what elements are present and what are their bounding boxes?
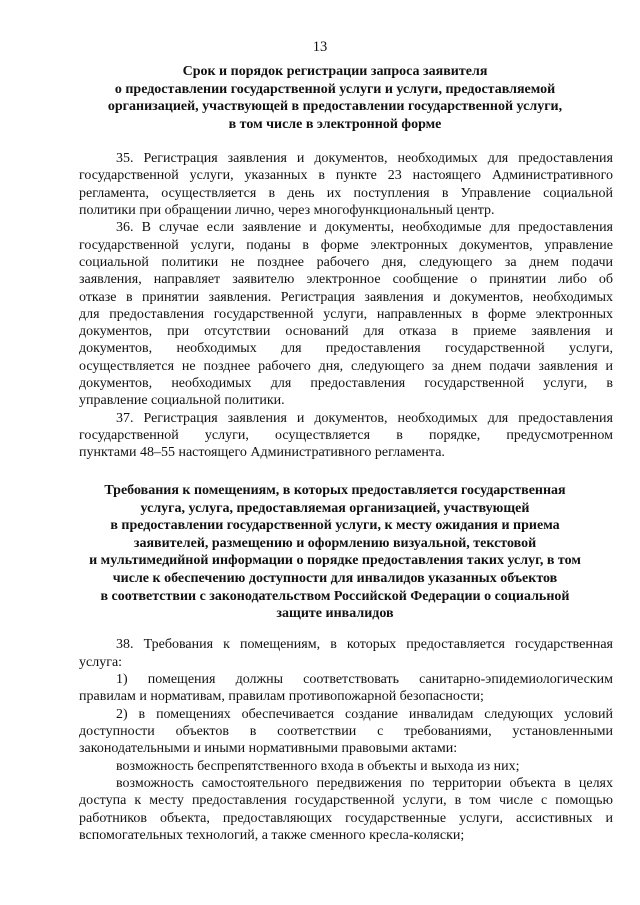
heading-line: защите инвалидов — [276, 606, 394, 622]
heading-line: Требования к помещениям, в которых предоставляется государственная — [104, 483, 566, 498]
paragraph-38-item-2-line: доступности объектов в соответствии с требованиями, установленными — [79, 724, 613, 739]
heading-line: о предоставлении государственной услуги и услуги, предоставляемой — [114, 81, 556, 97]
paragraph-38-subitem-line: вспомогательных технологий, а также сменного кресла-коляски; — [79, 828, 465, 843]
heading-line: организацией, участвующей в предоставлении государственной услуги, — [107, 99, 563, 115]
paragraph-38-subitem-line: возможность беспрепятственного входа в объекты и выхода из них; — [116, 759, 520, 774]
paragraph-37-line: пунктами 48–55 настоящего Административного регламента. — [79, 445, 445, 460]
paragraph-36-line: социальной политики не позднее рабочего дня, следующего за днем подачи — [79, 255, 613, 270]
paragraph-38-subitem-line: доступа к месту предоставления государственной услуги, в том числе с помощью — [79, 793, 613, 808]
paragraph-36-line: управление социальной политики. — [79, 393, 285, 408]
heading-line: заявителей, размещению и оформлению визуальной, текстовой — [133, 535, 537, 551]
paragraph-37-line: государственной услуги, осуществляется в порядке, предусмотренном — [79, 428, 613, 443]
paragraph-38-item-2-line: законодательными и иными нормативными правовыми актами: — [79, 741, 458, 756]
paragraph-36-line: документов, необходимых для предоставления государственной услуги, — [79, 341, 613, 356]
paragraph-37-line: 37. Регистрация заявления и документов, необходимых для предоставления — [116, 411, 613, 426]
section-heading-registration — [70, 63, 600, 133]
paragraph-38-subitem-line: возможность самостоятельного передвижения по территории объекта в целях — [116, 776, 613, 791]
paragraph-36-line: заявления, направляет заявителю электронное сообщение о принятии либо об — [79, 272, 613, 287]
paragraph-36-line: документов, необходимых для предоставления государственной услуги, в — [79, 376, 613, 391]
heading-line: числе к обеспечению доступности для инвалидов указанных объектов — [112, 570, 558, 586]
paragraph-35-line: политики при обращении лично, через многофункциональный центр. — [79, 203, 495, 218]
heading-line: в предоставлении государственной услуги, к месту ожидания и приема — [110, 518, 560, 534]
paragraph-35-line: 35. Регистрация заявления и документов, необходимых для предоставления — [116, 151, 613, 166]
paragraph-35-line: регламента, осуществляется в день их поступления в Управление социальной — [79, 186, 613, 201]
page-number: 13 — [312, 39, 328, 55]
heading-line: в том числе в электронной форме — [228, 116, 442, 132]
paragraph-36-line: государственной услуги, поданы в форме электронных документов, управление — [79, 238, 613, 253]
paragraph-35-line: государственной услуги, указанных в пункте 23 настоящего Административного — [79, 168, 613, 183]
heading-line: Срок и порядок регистрации запроса заявителя — [182, 64, 488, 79]
paragraph-38-item-1-line: правилам и нормативам, правилам противопожарной безопасности; — [79, 689, 484, 704]
paragraph-36-line: отказе в принятии заявления. Регистрация заявления и документов, необходимых — [79, 290, 613, 305]
paragraph-38-item-2-line: 2) в помещениях обеспечивается создание инвалидам следующих условий — [116, 707, 613, 722]
paragraph-36-line: документов, при отсутствии оснований для отказа в приеме заявления и — [79, 324, 613, 339]
heading-line: и мультимедийной информации о порядке предоставления таких услуг, в том — [89, 553, 581, 569]
paragraph-36-line: 36. В случае если заявление и документы, необходимые для предоставления — [116, 220, 613, 235]
paragraph-38-line: 38. Требования к помещениям, в которых предоставляется государственная — [116, 637, 613, 652]
heading-line: в соответствии с законодательством Российской Федерации о социальной — [100, 588, 570, 604]
paragraph-38-item-1-line: 1) помещения должны соответствовать санитарно-эпидемиологическим — [116, 672, 613, 687]
paragraph-38-subitem-line: работников объекта, предоставляющих государственные услуги, ассистивных и — [79, 811, 613, 826]
paragraph-36-line: осуществляется не позднее рабочего дня, следующего за днем подачи заявления и — [79, 359, 613, 374]
heading-line: услуга, услуга, предоставляемая организацией, участвующей — [140, 500, 530, 516]
paragraph-38-line: услуга: — [79, 655, 123, 670]
paragraph-36-line: для предоставления государственной услуги, направленных в форме электронных — [79, 307, 613, 322]
section-heading-premises — [70, 482, 600, 623]
